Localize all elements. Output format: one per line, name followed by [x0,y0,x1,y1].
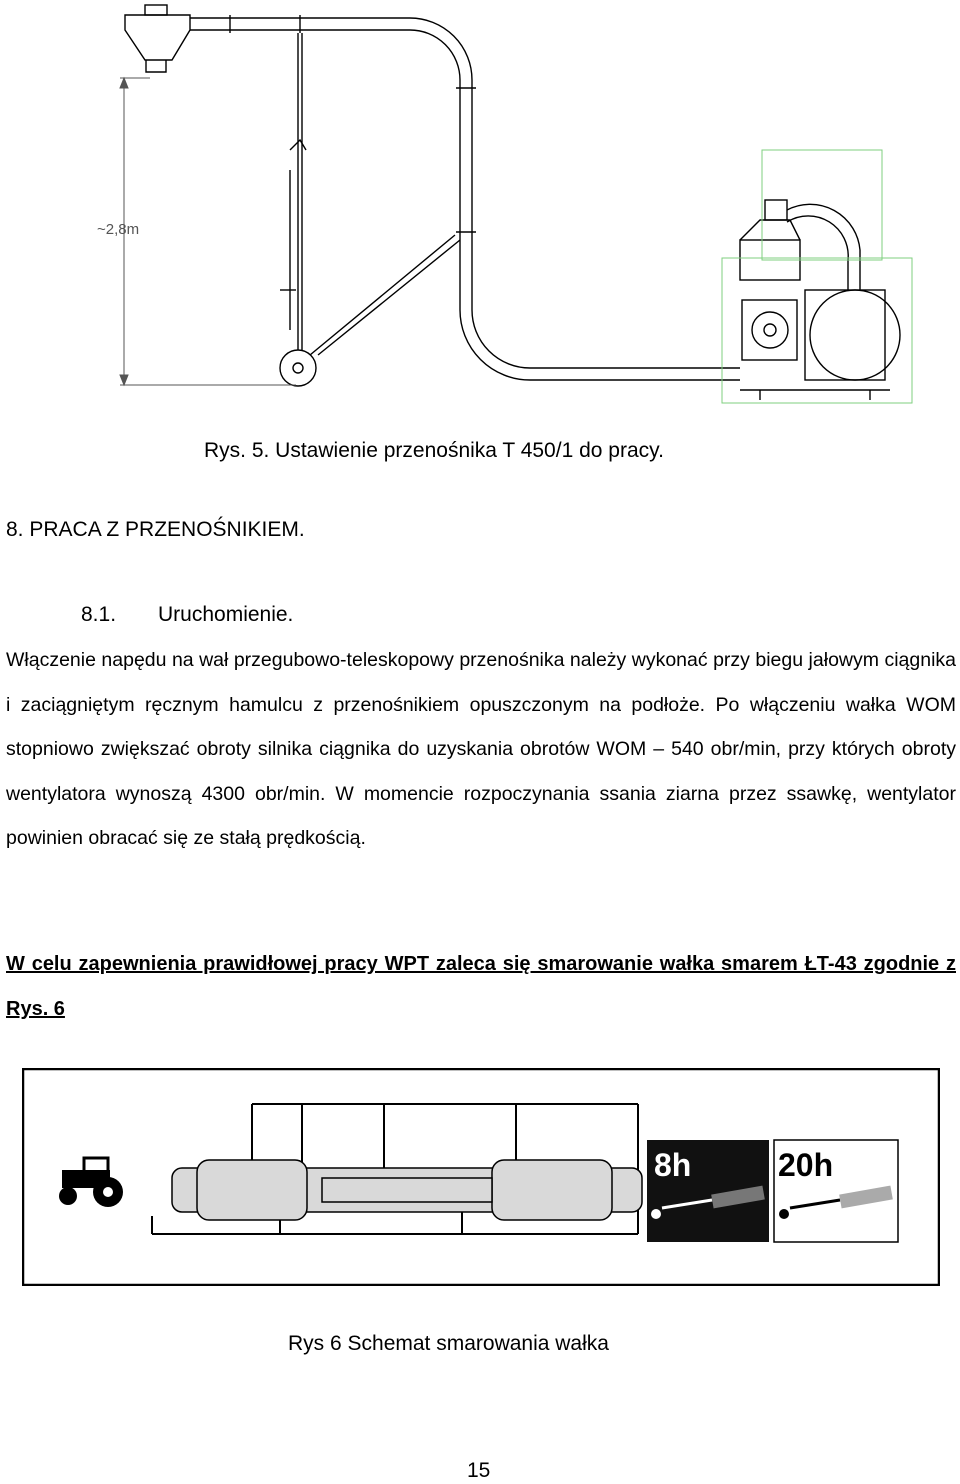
figure-6-caption: Rys 6 Schemat smarowania wałka [288,1332,609,1355]
figure-6-diagram [22,1068,940,1286]
subheading-title: Uruchomienie. [158,603,294,626]
figure-5-caption: Rys. 5. Ustawienie przenośnika T 450/1 do pracy. [204,439,664,462]
section-heading: 8. PRACA Z PRZENOŚNIKIEM. [6,518,305,541]
body-paragraph: Włączenie napędu na wał przegubowo-teleskopowy przenośnika należy wykonać przy biegu jałowym ciągnika i zaciągniętym ręcznym hamulcu z przenośnikiem opuszczonym na podłoże. Po włączeniu wałka WOM stopniowo zwiększać obroty silnika ciągnika do uzyskania obrotów WOM – 540 obr/min, przy których obroty wentylatora wynoszą 4300 obr/min. W momencie rozpoczynania ssania ziarna przez ssawkę, wentylator powinien obracać się ze stałą prędkością. [6,649,956,849]
page-number: 15 [467,1459,491,1482]
subheading-number: 8.1. [81,603,117,626]
interval-8h-label: 8h [654,1147,692,1183]
dimension-label: ~2,8m [97,221,140,238]
figure-5-drawing [0,0,960,420]
interval-20h-label: 20h [778,1147,834,1183]
lubrication-note: W celu zapewnienia prawidłowej pracy WPT zaleca się smarowanie wałka smarem ŁT-43 zgodnie z Rys. 6 [6,953,956,1020]
